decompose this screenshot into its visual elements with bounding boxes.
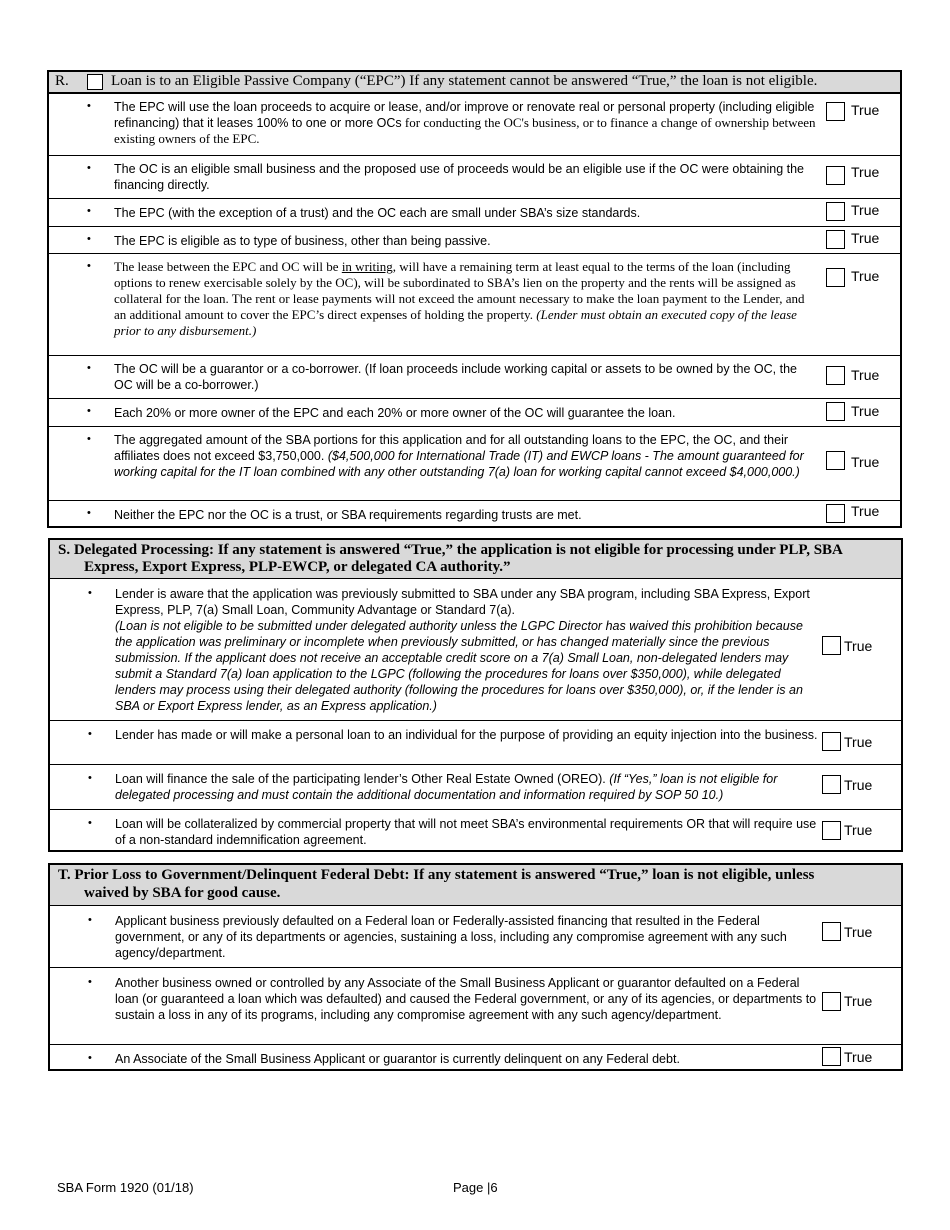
true-checkbox[interactable] — [822, 922, 841, 941]
r-item-1 — [49, 93, 900, 155]
true-checkbox[interactable] — [822, 992, 841, 1011]
s-item-4-text: Loan will be collateralized by commercial property that will not meet SBA’s environmental requirements OR that will require use of a non-standard indemnification agreement. — [115, 817, 817, 847]
r-item-4-text: The EPC is eligible as to type of business, other than being passive. — [114, 234, 491, 248]
section-r — [47, 70, 902, 528]
r-item-8-text: The aggregated amount of the SBA portions for this application and for all outstanding loans to the EPC, the OC, and their affiliates does not exceed $3,750,000. ($4,500,000 for International Trade (IT) and EWCP loans - The amount guaranteed for working capital for the IT loan combined with any other outstanding 7(a) loan for working capital cannot exceed $4,000,000.) — [114, 433, 804, 479]
bullet: • — [88, 914, 92, 926]
bullet: • — [87, 362, 91, 374]
true-label: True — [844, 993, 873, 1009]
t-item-1 — [50, 906, 901, 967]
true-checkbox[interactable] — [826, 504, 845, 523]
section-t — [48, 863, 903, 1071]
s-item-4 — [50, 809, 901, 852]
bullet: • — [87, 100, 91, 112]
r-item-9 — [49, 500, 900, 529]
true-label: True — [851, 102, 880, 118]
section-r-header — [49, 72, 900, 93]
bullet: • — [87, 507, 91, 519]
true-checkbox[interactable] — [826, 230, 845, 249]
true-label: True — [851, 268, 880, 284]
true-label: True — [844, 638, 873, 654]
true-label: True — [851, 202, 880, 218]
r-item-3-text: The EPC (with the exception of a trust) and the OC each are small under SBA’s size standards. — [114, 206, 641, 220]
true-label: True — [851, 164, 880, 180]
r-item-4 — [49, 226, 900, 253]
bullet: • — [88, 976, 92, 988]
bullet: • — [87, 405, 91, 417]
t-item-2-text: Another business owned or controlled by any Associate of the Small Business Applicant or guarantor defaulted on a Federal loan (or guaranteed a loan which was defaulted) and caused the Federal government, or any of its agencies, or departments to sustain a loss in any of its programs, including any compromise agreement with any such agency/department. — [115, 976, 817, 1022]
section-t-title-line1: T. Prior Loss to Government/Delinquent Federal Debt: If any statement is answered “True,” loan is not eligible, unless — [58, 867, 815, 883]
section-s-title-line2: Express, Export Express, PLP-EWCP, or delegated CA authority.” — [84, 559, 511, 575]
bullet: • — [87, 260, 91, 272]
true-checkbox[interactable] — [826, 102, 845, 121]
true-label: True — [844, 1049, 873, 1065]
s-item-3-text: Loan will finance the sale of the participating lender’s Other Real Estate Owned (OREO). (If “Yes,” loan is not eligible for delegated processing and must contain the additional documentation and information required by SOP 50 10.) — [115, 772, 778, 802]
s-item-1 — [50, 579, 901, 720]
bullet: • — [87, 205, 91, 217]
t-item-3-text: An Associate of the Small Business Applicant or guarantor is currently delinquent on any Federal debt. — [115, 1052, 680, 1066]
section-t-title-line2: waived by SBA for good cause. — [84, 885, 281, 901]
s-item-1-text: Lender is aware that the application was previously submitted to SBA under any SBA program, including SBA Express, Export Express, PLP, 7(a) Small Loan, Community Advantage or Standard 7(a). (Loan is not eligible to be submitted under delegated authority unless the LGPC Director has waived this prohibition because the application was preliminary or incomplete when previously submitted, or has changed materially since the previous submission. If the applicant does not receive an acceptable credit score on a 7(a) Small Loan, non-delegated lenders may submit a Standard 7(a) loan application to the LGPC (following the procedures for loans over $350,000), while delegated lenders may process using their delegated authority (following the procedures for loans over $350,000), or, if the lender is an SBA or Export Express lender, as an Express application.) — [115, 587, 810, 713]
section-r-checkbox[interactable] — [87, 74, 103, 90]
r-item-9-text: Neither the EPC nor the OC is a trust, or SBA requirements regarding trusts are met. — [114, 508, 582, 522]
true-label: True — [851, 367, 880, 383]
bullet: • — [88, 772, 92, 784]
true-checkbox[interactable] — [822, 732, 841, 751]
bullet: • — [87, 433, 91, 445]
t-item-2 — [50, 967, 901, 1044]
t-item-1-text: Applicant business previously defaulted on a Federal loan or Federally-assisted financing that resulted in the Federal government, or any of its departments or agencies, sustaining a loss, including any compromise agreement with any such agency/department. — [115, 914, 787, 960]
true-checkbox[interactable] — [822, 821, 841, 840]
r-item-5 — [49, 253, 900, 355]
r-item-7 — [49, 398, 900, 426]
true-checkbox[interactable] — [826, 402, 845, 421]
true-checkbox[interactable] — [822, 636, 841, 655]
r-item-6-text: The OC will be a guarantor or a co-borrower. (If loan proceeds include working capital or assets to be owned by the OC, the OC will be a co-borrower.) — [114, 362, 797, 392]
bullet: • — [88, 587, 92, 599]
true-label: True — [844, 777, 873, 793]
r-item-5-text: The lease between the EPC and OC will be in writing, will have a remaining term at least equal to the terms of the loan (including options to renew exercisable solely by the OC), will be subordinated to SBA’s lien on the property and the rents will be assigned as collateral for the loan. The rent or lease payments will not exceed the amount necessary to make the loan payment to the Lender, and an additional amount to cover the EPC’s direct expenses of holding the property. (Lender must obtain an executed copy of the lease prior to any disbursement.) — [114, 259, 805, 338]
section-s — [48, 538, 903, 852]
section-t-header — [50, 865, 901, 906]
r-item-2-text: The OC is an eligible small business and the proposed use of proceeds would be an eligible use if the OC were obtaining the financing directly. — [114, 162, 804, 192]
true-label: True — [844, 924, 873, 940]
true-checkbox[interactable] — [826, 202, 845, 221]
t-item-3 — [50, 1044, 901, 1071]
section-s-title-line1: S. Delegated Processing: If any statement is answered “True,” the application is not eligible for processing under PLP, SBA — [58, 542, 843, 558]
footer-form-id: SBA Form 1920 (01/18) — [57, 1180, 194, 1195]
s-item-2-text: Lender has made or will make a personal loan to an individual for the purpose of providing an equity injection into the business. — [115, 728, 818, 742]
footer-page-number: Page |6 — [453, 1180, 498, 1195]
section-s-header — [50, 540, 901, 579]
true-label: True — [851, 403, 880, 419]
r-item-6 — [49, 355, 900, 398]
bullet: • — [88, 1052, 92, 1064]
r-item-8 — [49, 426, 900, 500]
r-item-1-text: The EPC will use the loan proceeds to acquire or lease, and/or improve or renovate real or personal property (including eligible refinancing) that it leases 100% to one or more OCs for conducting the OC's business, or to finance a change of ownership between existing owners of the EPC. — [114, 100, 816, 146]
true-label: True — [851, 503, 880, 519]
r-item-3 — [49, 198, 900, 226]
bullet: • — [88, 817, 92, 829]
r-item-7-text: Each 20% or more owner of the EPC and each 20% or more owner of the OC will guarantee the loan. — [114, 406, 676, 420]
true-checkbox[interactable] — [826, 366, 845, 385]
r-item-2 — [49, 155, 900, 198]
bullet: • — [87, 162, 91, 174]
section-r-letter: R. — [55, 73, 69, 89]
true-label: True — [851, 454, 880, 470]
bullet: • — [88, 728, 92, 740]
s-item-2 — [50, 720, 901, 764]
true-label: True — [844, 822, 873, 838]
true-label: True — [844, 734, 873, 750]
true-checkbox[interactable] — [826, 451, 845, 470]
true-checkbox[interactable] — [826, 268, 845, 287]
true-checkbox[interactable] — [826, 166, 845, 185]
true-checkbox[interactable] — [822, 775, 841, 794]
bullet: • — [87, 233, 91, 245]
true-label: True — [851, 230, 880, 246]
true-checkbox[interactable] — [822, 1047, 841, 1066]
section-r-title: Loan is to an Eligible Passive Company (“EPC”) If any statement cannot be answered “True,” the loan is not eligible. — [111, 73, 818, 89]
s-item-3 — [50, 764, 901, 809]
